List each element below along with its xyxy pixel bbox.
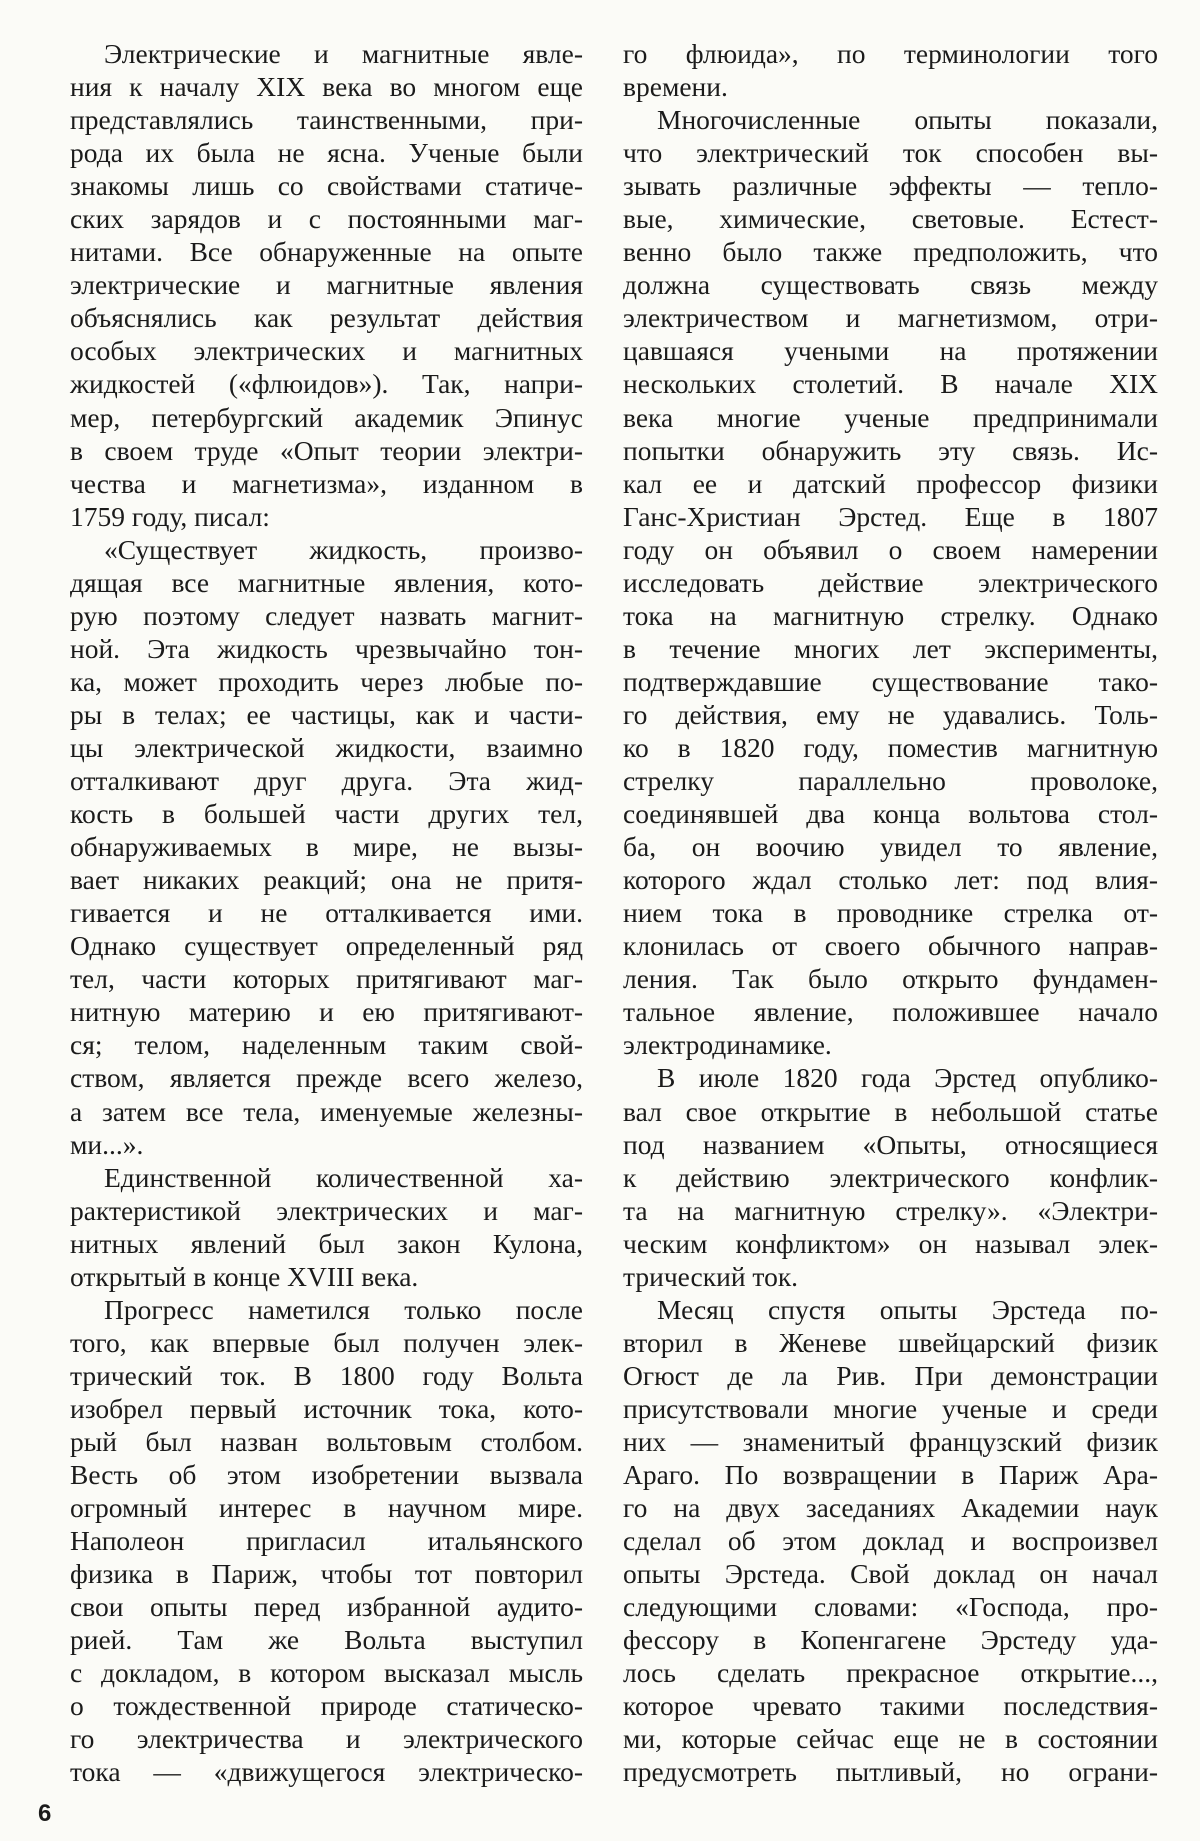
- text-line: го электричества и электрического: [70, 1723, 583, 1755]
- text-line: го действия, ему не удавались. Толь-: [623, 698, 1158, 730]
- text-line: нескольких столетий. В начале XIX: [623, 368, 1158, 400]
- text-line: нитами. Все обнаруженные на опыте: [70, 236, 583, 268]
- paragraph: [70, 1293, 583, 1789]
- paragraph: [623, 103, 1158, 1061]
- text-line: вые, химические, световые. Естест-: [623, 203, 1158, 235]
- text-line: ба, он воочию увидел то явление,: [623, 831, 1158, 863]
- text-line: отталкивают друг друга. Эта жид-: [70, 765, 583, 797]
- text-line: мер, петербургский академик Эпинус: [70, 401, 583, 433]
- text-line: вал свое открытие в небольшой статье: [623, 1095, 1158, 1127]
- text-line: огромный интерес в научном мире.: [70, 1492, 583, 1524]
- text-line: тока на магнитную стрелку. Однако: [623, 599, 1158, 631]
- text-line: Весть об этом изобретении вызвала: [70, 1459, 583, 1491]
- text-line: кал ее и датский профессор физики: [623, 467, 1158, 499]
- text-line: Прогресс наметился только после: [104, 1293, 583, 1325]
- text-line: цы электрической жидкости, взаимно: [70, 731, 583, 763]
- text-column-right: [623, 37, 1158, 1788]
- text-line: них — знаменитый французский физик: [623, 1425, 1158, 1457]
- text-line: с докладом, в котором высказал мысль: [70, 1657, 583, 1689]
- text-line: ческим конфликтом» он называл элек-: [623, 1227, 1158, 1259]
- text-line: следующими словами: «Господа, про-: [623, 1591, 1158, 1623]
- text-line: ка, может проходить через любые по-: [70, 665, 583, 697]
- text-line: в течение многих лет эксперименты,: [623, 632, 1158, 664]
- text-line: знакомы лишь со свойствами статиче-: [70, 170, 583, 202]
- text-line: века многие ученые предпринимали: [623, 401, 1158, 433]
- text-line: нитных явлений был закон Кулона,: [70, 1227, 583, 1259]
- text-line: Араго. По возвращении в Париж Ара-: [623, 1459, 1158, 1491]
- text-line: ских зарядов и с постоянными маг-: [70, 203, 583, 235]
- text-line: к действию электрического конфлик-: [623, 1161, 1158, 1193]
- paragraph: [70, 1161, 583, 1293]
- text-line: рый был назван вольтовым столбом.: [70, 1425, 583, 1457]
- text-line: представлялись таинственными, при-: [70, 104, 583, 136]
- text-line: рую поэтому следует назвать магнит-: [70, 599, 583, 631]
- text-line: цавшаяся учеными на протяжении: [623, 335, 1158, 367]
- text-line: рода их была не ясна. Ученые были: [70, 137, 583, 169]
- text-line: соединявшей два конца вольтова стол-: [623, 798, 1158, 830]
- text-line: чества и магнетизма», изданном в: [70, 467, 583, 499]
- text-line: клонилась от своего обычного направ-: [623, 930, 1158, 962]
- text-line: дящая все магнитные явления, кото-: [70, 566, 583, 598]
- text-line: ления. Так было открыто фундамен-: [623, 963, 1158, 995]
- text-line: ством, является прежде всего железо,: [70, 1062, 583, 1094]
- text-line: нитную материю и ею притягивают-: [70, 996, 583, 1028]
- text-line: Огюст де ла Рив. При демонстрации: [623, 1359, 1158, 1391]
- paragraph: [623, 37, 1158, 103]
- text-line: В июле 1820 года Эрстед опублико-: [657, 1062, 1158, 1094]
- text-line: тальное явление, положившее начало: [623, 996, 1158, 1028]
- text-line: ной. Эта жидкость чрезвычайно тон-: [70, 632, 583, 664]
- text-line: Электрические и магнитные явле-: [104, 38, 583, 69]
- text-line: жидкостей («флюидов»). Так, напри-: [70, 368, 583, 400]
- text-line: го флюида», по терминологии того: [623, 38, 1158, 69]
- text-line: объяснялись как результат действия: [70, 302, 583, 334]
- paragraph: [70, 533, 583, 1161]
- text-line: ния к началу XIX века во многом еще: [70, 71, 583, 103]
- text-line: трический ток.: [623, 1260, 799, 1292]
- text-line: открытый в конце XVIII века.: [70, 1260, 419, 1292]
- text-line: времени.: [623, 71, 728, 103]
- paragraph: [623, 1293, 1158, 1789]
- text-line: фессору в Копенгагене Эрстеду уда-: [623, 1624, 1158, 1656]
- paragraph: [623, 1061, 1158, 1292]
- text-line: Месяц спустя опыты Эрстеда по-: [657, 1293, 1158, 1325]
- text-line: особых электрических и магнитных: [70, 335, 583, 367]
- text-line: рией. Там же Вольта выступил: [70, 1624, 583, 1656]
- text-line: кость в большей части других тел,: [70, 798, 583, 830]
- text-line: гивается и не отталкивается ими.: [70, 897, 583, 929]
- text-line: трический ток. В 1800 году Вольта: [70, 1359, 583, 1391]
- text-line: которое чревато такими последствия-: [623, 1690, 1158, 1722]
- text-line: та на магнитную стрелку». «Электри-: [623, 1194, 1158, 1226]
- text-line: Однако существует определенный ряд: [70, 930, 583, 962]
- text-line: должна существовать связь между: [623, 269, 1158, 301]
- text-line: электрические и магнитные явления: [70, 269, 583, 301]
- text-line: попытки обнаружить эту связь. Ис-: [623, 434, 1158, 466]
- text-line: сделал об этом доклад и воспроизвел: [623, 1525, 1158, 1557]
- text-line: того, как впервые был получен элек-: [70, 1326, 583, 1358]
- text-line: Ганс-Христиан Эрстед. Еще в 1807: [623, 500, 1158, 532]
- text-line: ся; телом, наделенным таким свой-: [70, 1029, 583, 1061]
- text-line: опыты Эрстеда. Свой доклад он начал: [623, 1558, 1158, 1590]
- text-line: изобрел первый источник тока, кото-: [70, 1392, 583, 1424]
- text-line: «Существует жидкость, произво-: [104, 533, 583, 565]
- paragraph: [70, 37, 583, 533]
- text-column-left: [70, 37, 583, 1788]
- text-line: в своем труде «Опыт теории электри-: [70, 434, 583, 466]
- text-line: лось сделать прекрасное открытие...,: [623, 1657, 1158, 1689]
- text-line: стрелку параллельно проволоке,: [623, 765, 1158, 797]
- text-line: присутствовали многие ученые и среди: [623, 1392, 1158, 1424]
- text-line: нием тока в проводнике стрелка от-: [623, 897, 1158, 929]
- text-line: свои опыты перед избранной аудито-: [70, 1591, 583, 1623]
- text-line: подтверждавшие существование тако-: [623, 665, 1158, 697]
- text-line: тел, части которых притягивают маг-: [70, 963, 583, 995]
- text-line: 1759 году, писал:: [70, 500, 270, 532]
- text-line: ми...».: [70, 1128, 144, 1160]
- text-line: что электрический ток способен вы-: [623, 137, 1158, 169]
- page-number: 6: [38, 1800, 52, 1827]
- text-line: вает никаких реакций; она не притя-: [70, 864, 583, 896]
- text-line: обнаруживаемых в мире, не вызы-: [70, 831, 583, 863]
- text-line: венно было также предположить, что: [623, 236, 1158, 268]
- text-line: электродинамике.: [623, 1029, 832, 1061]
- text-line: физика в Париж, чтобы тот повторил: [70, 1558, 583, 1590]
- text-line: Единственной количественной ха-: [104, 1161, 583, 1193]
- text-line: Многочисленные опыты показали,: [657, 104, 1158, 136]
- text-line: электричеством и магнетизмом, отри-: [623, 302, 1158, 334]
- text-line: зывать различные эффекты — тепло-: [623, 170, 1158, 202]
- text-line: ми, которые сейчас еще не в состоянии: [623, 1723, 1158, 1755]
- text-line: тока — «движущегося электрическо-: [70, 1756, 583, 1788]
- text-line: которого ждал столько лет: под влия-: [623, 864, 1158, 896]
- text-line: ко в 1820 году, поместив магнитную: [623, 731, 1158, 763]
- text-line: под названием «Опыты, относящиеся: [623, 1128, 1158, 1160]
- text-line: рактеристикой электрических и маг-: [70, 1194, 583, 1226]
- text-line: исследовать действие электрического: [623, 566, 1158, 598]
- text-line: а затем все тела, именуемые железны-: [70, 1095, 583, 1127]
- text-line: предусмотреть пытливый, но ограни-: [623, 1756, 1158, 1788]
- text-line: ры в телах; ее частицы, как и части-: [70, 698, 583, 730]
- text-line: го на двух заседаниях Академии наук: [623, 1492, 1158, 1524]
- text-line: о тождественной природе статическо-: [70, 1690, 583, 1722]
- text-line: году он объявил о своем намерении: [623, 533, 1158, 565]
- text-line: Наполеон пригласил итальянского: [70, 1525, 583, 1557]
- text-line: вторил в Женеве швейцарский физик: [623, 1326, 1158, 1358]
